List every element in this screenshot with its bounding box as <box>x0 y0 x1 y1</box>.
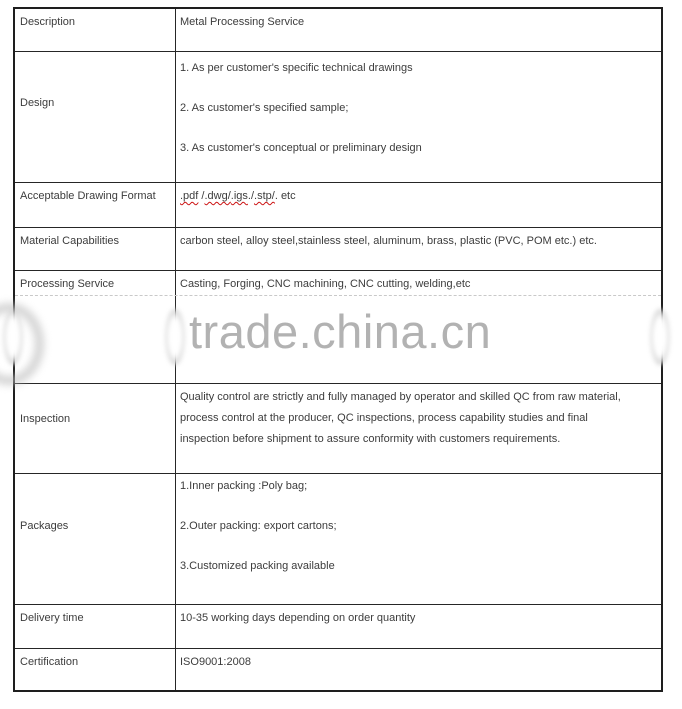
text-line: process control at the producer, QC inspections, process capability studies and final <box>180 412 588 424</box>
table-row-material <box>15 227 661 270</box>
row-label-delivery: Delivery time <box>15 605 176 648</box>
row-label-gap <box>15 296 176 383</box>
plain-text: ./ <box>247 190 255 202</box>
site-watermark: trade.china.cn <box>189 305 492 358</box>
row-label-inspection: Inspection <box>15 384 176 473</box>
row-label-packages: Packages <box>15 474 176 604</box>
paragraph: 3. As customer's conceptual or preliminary design <box>180 142 422 154</box>
table-row-description <box>15 9 661 51</box>
row-label-design: Design <box>15 52 176 182</box>
table-row-format <box>15 182 661 227</box>
table-row-certification <box>15 648 661 690</box>
paragraph: 1.Inner packing :Poly bag; <box>180 480 308 492</box>
misspelled-text: .dwg/ <box>204 190 231 202</box>
row-label-processing: Processing Service <box>15 271 176 295</box>
table-row-packages <box>15 473 661 604</box>
paragraph: 2. As customer's specified sample; <box>180 102 349 114</box>
product-spec-table <box>13 7 663 692</box>
row-value-gap <box>176 296 661 383</box>
row-label-description: Description <box>15 9 176 51</box>
paragraph: Metal Processing Service <box>180 16 305 28</box>
row-label-format: Acceptable Drawing Format <box>15 183 176 227</box>
paragraph: ISO9001:2008 <box>180 656 251 668</box>
row-label-material: Material Capabilities <box>15 228 176 270</box>
row-value-processing <box>176 271 661 295</box>
row-value-packages <box>176 474 661 604</box>
row-value-design <box>176 52 661 182</box>
table-row-gap <box>15 295 661 383</box>
plain-text: / <box>198 190 205 202</box>
text-line: inspection before shipment to assure conformity with customers requirements. <box>180 433 561 445</box>
paragraph: Casting, Forging, CNC machining, CNC cutting, welding,etc <box>180 278 471 290</box>
row-value-delivery <box>176 605 661 648</box>
paragraph: 3.Customized packing available <box>180 560 335 572</box>
row-value-material <box>176 228 661 270</box>
paragraph: 2.Outer packing: export cartons; <box>180 520 337 532</box>
table-row-processing <box>15 270 661 295</box>
table-row-delivery <box>15 604 661 648</box>
row-value-description <box>176 9 661 51</box>
row-value-inspection <box>176 384 661 473</box>
misspelled-text: .stp/ <box>254 190 275 202</box>
paragraph: 1. As per customer's specific technical drawings <box>180 62 413 74</box>
row-value-certification <box>176 649 661 690</box>
paragraph: 10-35 working days depending on order quantity <box>180 612 416 624</box>
row-value-format <box>176 183 661 227</box>
row-label-certification: Certification <box>15 649 176 690</box>
paragraph: carbon steel, alloy steel,stainless steel, aluminum, brass, plastic (PVC, POM etc.) etc. <box>180 235 597 247</box>
misspelled-text: .igs <box>230 190 248 202</box>
misspelled-text: .pdf <box>180 190 199 202</box>
table-row-design <box>15 51 661 182</box>
text-line: Quality control are strictly and fully managed by operator and skilled QC from raw material, <box>180 391 621 403</box>
plain-text: . etc <box>274 190 296 202</box>
table-row-inspection <box>15 383 661 473</box>
